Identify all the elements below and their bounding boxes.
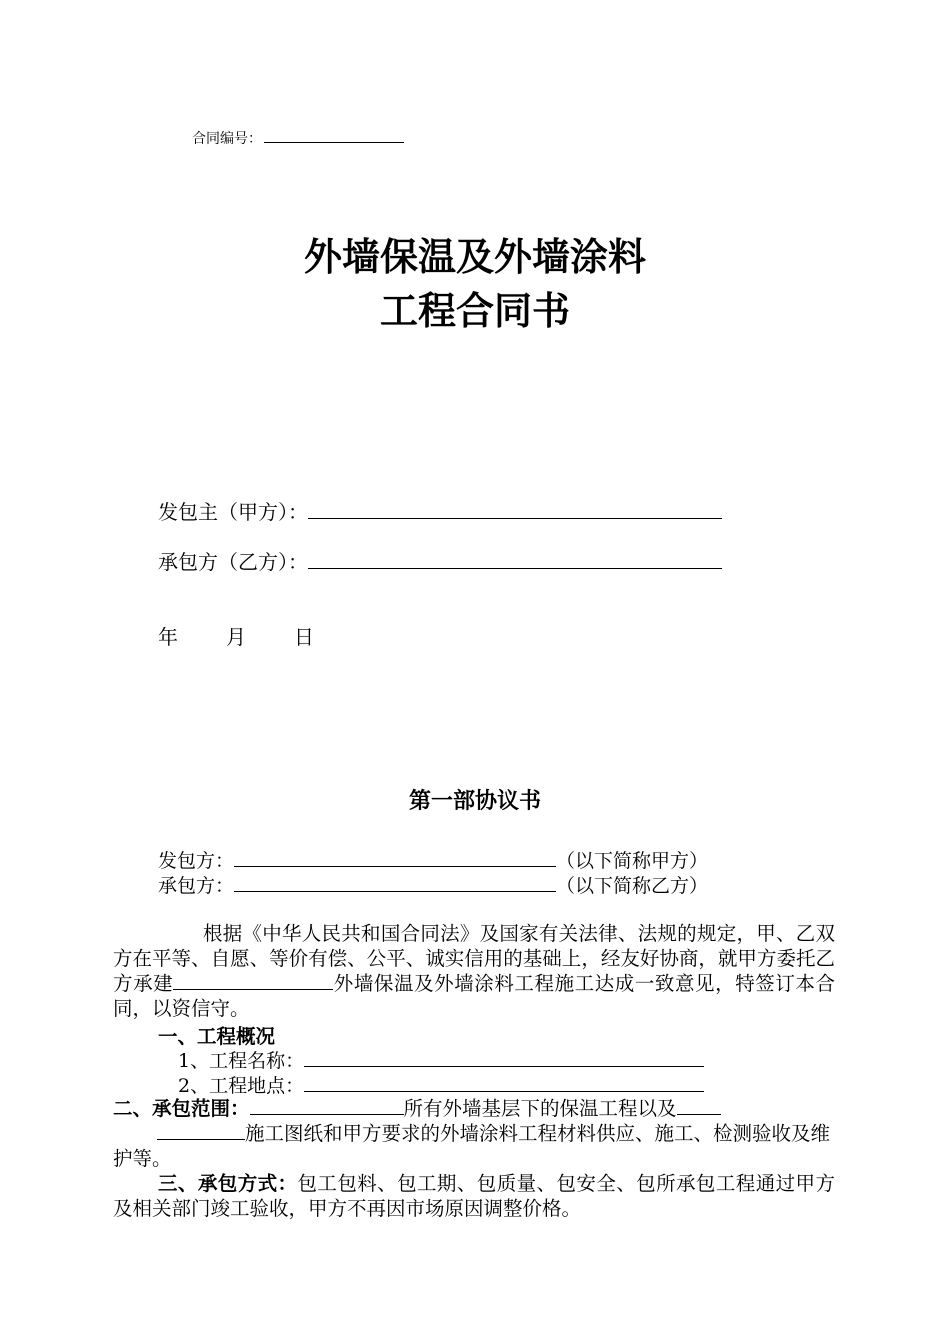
- intro-paragraph: [113, 921, 835, 1021]
- scope-blank-1: [250, 1096, 404, 1115]
- scope-text-2: 施工图纸和甲方要求的外墙涂料工程材料供应、施工、检测验收及维护等。: [113, 1122, 831, 1170]
- cover-party-b-line: [158, 546, 722, 575]
- cover-party-a-line: [158, 496, 722, 525]
- project-location-blank: [304, 1073, 704, 1092]
- project-location-label: 2、工程地点：: [178, 1075, 305, 1097]
- agreement-party-a-suffix: （以下简称甲方）: [556, 850, 709, 872]
- agreement-party-b-suffix: （以下简称乙方）: [556, 875, 709, 897]
- project-name-label: 1、工程名称：: [178, 1050, 305, 1072]
- project-name-line: [178, 1046, 704, 1073]
- title-line-2: 工程合同书: [379, 289, 570, 333]
- project-name-blank: [173, 971, 333, 990]
- overview-heading: 一、工程概况: [158, 1025, 276, 1048]
- agreement-party-b-line: [158, 871, 708, 898]
- cover-party-a-label: 发包主（甲方）：: [158, 500, 308, 524]
- scope-blank-2: [677, 1096, 721, 1115]
- agreement-party-b-label: 承包方：: [158, 875, 235, 897]
- scope-blank-3: [157, 1121, 245, 1140]
- date-line: [158, 621, 314, 650]
- method-label: 三、承包方式：: [158, 1172, 298, 1195]
- intro-text-part2: 外墙保温及外墙涂料工程施工达成一致意见，特签订本合同，以资信守。: [113, 972, 835, 1020]
- method-paragraph: [113, 1171, 835, 1221]
- contract-number-line: [192, 128, 404, 148]
- scope-text-1: 所有外墙基层下的保温工程以及: [403, 1097, 677, 1120]
- date-day: 日: [294, 625, 314, 649]
- method-text: 包工包料、包工期、包质量、包安全、包所承包工程通过甲方及相关部门竣工验收，甲方不再因市场原因调整价格。: [113, 1172, 835, 1220]
- scope-paragraph: [113, 1096, 835, 1171]
- contract-number-blank: [264, 128, 404, 143]
- project-location-line: [178, 1071, 704, 1098]
- date-year: 年: [158, 625, 178, 649]
- cover-party-b-blank: [308, 550, 722, 569]
- section-title: 第一部协议书: [408, 789, 541, 814]
- cover-party-a-blank: [308, 500, 722, 519]
- title-line-1: 外墙保温及外墙涂料: [303, 235, 646, 279]
- contract-number-label: 合同编号：: [192, 131, 262, 147]
- date-month: 月: [226, 625, 246, 649]
- cover-party-b-label: 承包方（乙方）：: [158, 550, 308, 574]
- scope-label: 二、承包范围：: [113, 1097, 250, 1120]
- agreement-party-a-label: 发包方：: [158, 850, 235, 872]
- project-name-field-blank: [304, 1048, 704, 1067]
- agreement-party-b-blank: [234, 873, 556, 892]
- intro-text-part1: 根据《中华人民共和国合同法》及国家有关法律、法规的规定，甲、乙双方在平等、自愿、等价有偿、公平、诚实信用的基础上，经友好协商，就甲方委托乙方承建: [113, 922, 835, 995]
- agreement-party-a-blank: [234, 848, 556, 867]
- agreement-party-a-line: [158, 846, 708, 873]
